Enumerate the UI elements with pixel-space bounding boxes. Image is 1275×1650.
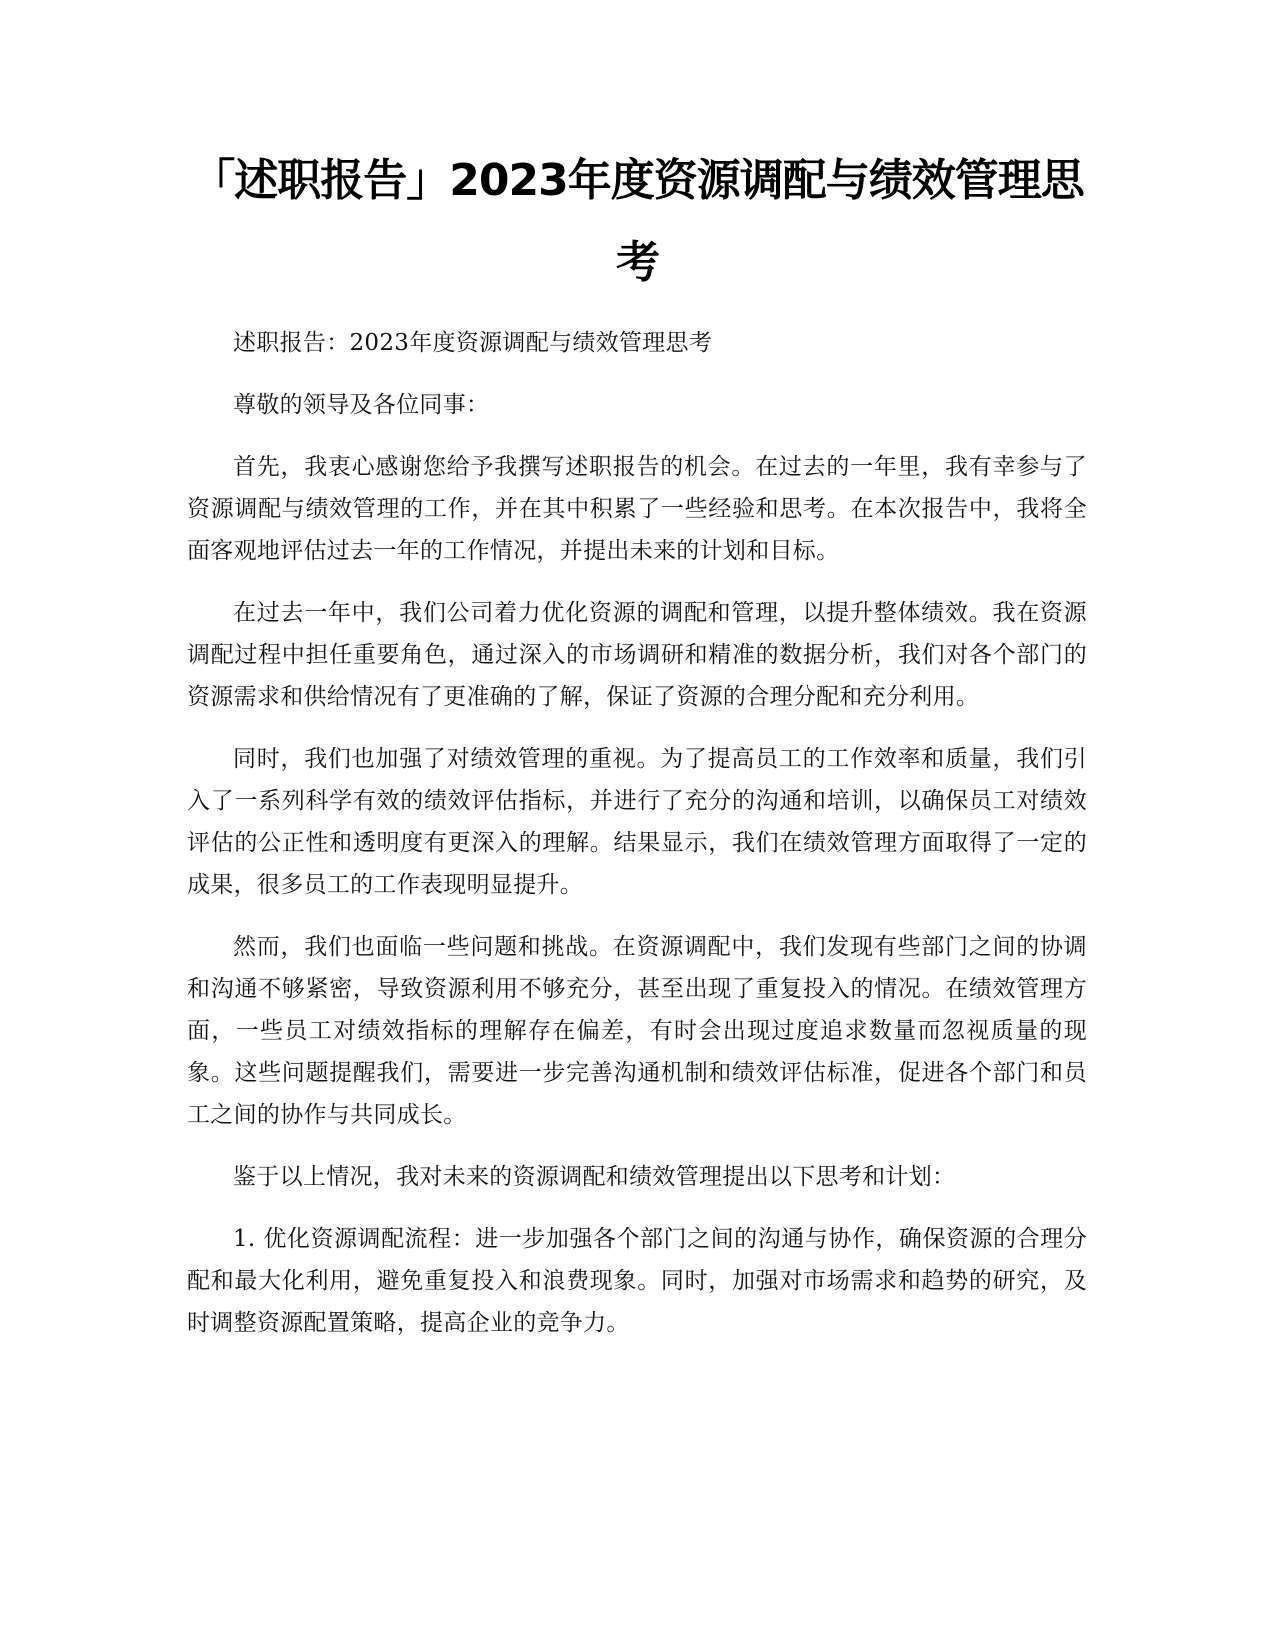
paragraph-plan-intro: 鉴于以上情况，我对未来的资源调配和绩效管理提出以下思考和计划： (233, 1164, 956, 1190)
document-body (187, 322, 1087, 1364)
paragraph-challenges: 然而，我们也面临一些问题和挑战。在资源调配中，我们发现有些部门之间的协调和沟通不够紧密，导致资源利用不够充分，甚至出现了重复投入的情况。在绩效管理方面，一些员工对绩效指标的理解存在偏差，有时会出现过度追求数量而忽视质量的现象。这些问题提醒我们，需要进一步完善沟通机制和绩效评估标准，促进各个部门和员工之间的协作与共同成长。 (187, 934, 1087, 1128)
document-title: 「述职报告」2023年度资源调配与绩效管理思考 (191, 155, 1084, 288)
paragraph-performance-management: 同时，我们也加强了对绩效管理的重视。为了提高员工的工作效率和质量，我们引入了一系列科学有效的绩效评估指标，并进行了充分的沟通和培训，以确保员工对绩效评估的公正性和透明度有更深入的理解。结果显示，我们在绩效管理方面取得了一定的成果，很多员工的工作表现明显提升。 (187, 746, 1087, 898)
paragraph-salutation: 尊敬的领导及各位同事： (233, 392, 490, 418)
paragraph-resource-allocation: 在过去一年中，我们公司着力优化资源的调配和管理，以提升整体绩效。我在资源调配过程中担任重要角色，通过深入的市场调研和精准的数据分析，我们对各个部门的资源需求和供给情况有了更准确的了解，保证了资源的合理分配和充分利用。 (187, 600, 1087, 710)
paragraph-introduction: 首先，我衷心感谢您给予我撰写述职报告的机会。在过去的一年里，我有幸参与了资源调配与绩效管理的工作，并在其中积累了一些经验和思考。在本次报告中，我将全面客观地评估过去一年的工作情况，并提出未来的计划和目标。 (187, 454, 1087, 564)
paragraph-plan-item-1: 1. 优化资源调配流程：进一步加强各个部门之间的沟通与协作，确保资源的合理分配和最大化利用，避免重复投入和浪费现象。同时，加强对市场需求和趋势的研究，及时调整资源配置策略，提高企业的竞争力。 (187, 1226, 1087, 1336)
paragraph-subtitle: 述职报告：2023年度资源调配与绩效管理思考 (233, 330, 713, 356)
